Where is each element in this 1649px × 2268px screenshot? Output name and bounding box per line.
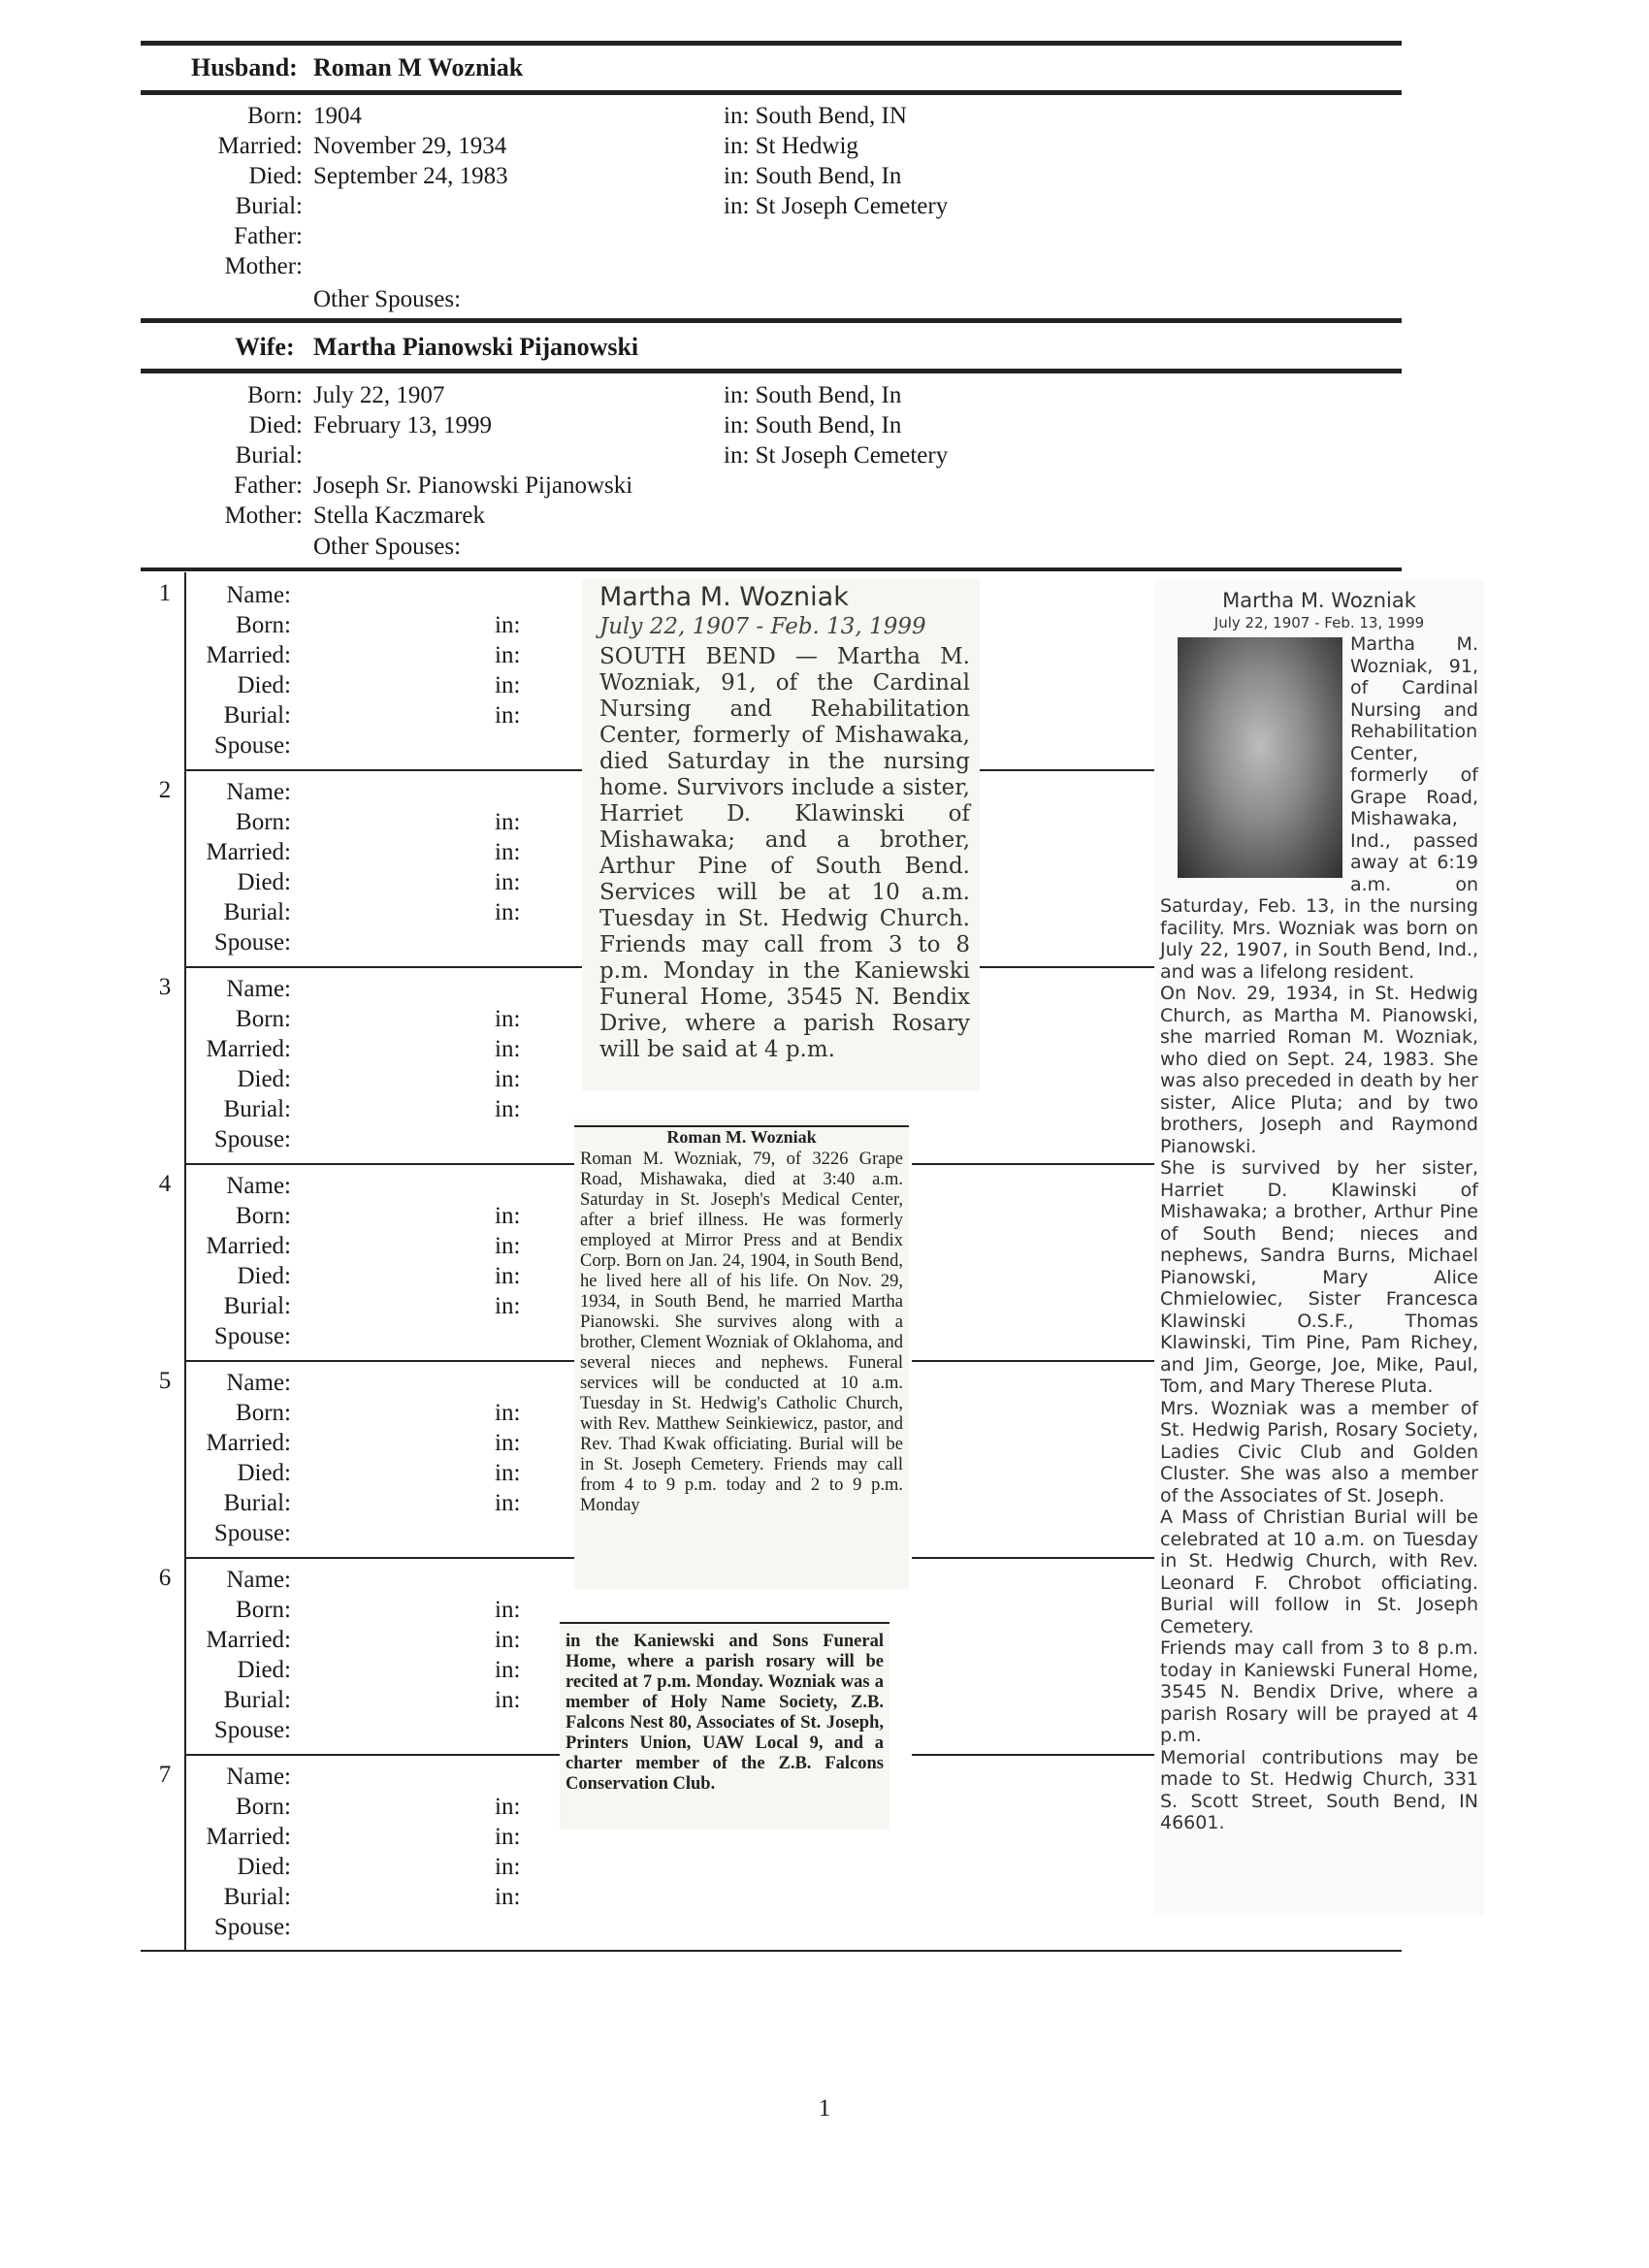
wife-rule: [141, 369, 1402, 373]
child-separator: [184, 1754, 582, 1756]
child-field-label: Married:: [206, 1627, 291, 1653]
clipping-martha-long-p1: Martha M. Wozniak, 91, of Cardinal Nursing and Rehabilitation Center, formerly of Grape Road, Mishawaka, Ind., passed away at 6:19 a.m. on Saturday, Feb. 13, in the nursing facility. Mrs. Wozniak was born on July 22, 1907, in South Bend, Ind., and was a lifelong resident.: [1160, 633, 1478, 983]
child-in-label: in:: [495, 702, 521, 729]
child-number: 7: [158, 1762, 172, 1788]
clipping-martha-short-dates: July 22, 1907 - Feb. 13, 1999: [599, 614, 926, 639]
clipping-martha-long-p5: A Mass of Christian Burial will be celebrated at 10 a.m. on Tuesday in St. Hedwig Church, with Rev. Leonard F. Chrobot officiating. Burial will follow in St. Joseph Cemetery.: [1160, 1507, 1478, 1637]
child-field-label: Married:: [206, 1824, 291, 1850]
page-number: 1: [818, 2095, 831, 2122]
husband-burial-place: in: St Joseph Cemetery: [724, 193, 949, 219]
husband-married-place: in: St Hedwig: [724, 133, 858, 159]
child-field-label: Born:: [236, 1794, 291, 1820]
husband-other-spouses: Other Spouses:: [313, 286, 462, 312]
clipping-roman-body: Roman M. Wozniak, 79, of 3226 Grape Road, Mishawaka, died at 3:40 a.m. Saturday in St. Joseph's Medical Center, after a brief illness. He was formerly employed at Mirror Press and at Bendix Corp. Born on Jan. 24, 1904, in South Bend, he lived here all of his life. On Nov. 29, 1934, in South Bend, he married Martha Pianowski. She survives along with a brother, Clement Wozniak of Oklahoma, and several nieces and nephews. Funeral services will be conducted at 10 a.m. Tuesday in St. Hedwig's Catholic Church, with Rev. Matthew Seinkiewicz, pastor, and Rev. Thad Kwak officiating. Burial will be in St. Joseph Cemetery. Friends may call from 4 to 9 p.m. today and 2 to 9 p.m. Monday: [580, 1150, 903, 1515]
child-field-label: Name:: [226, 1567, 291, 1593]
wife-name: Martha Pianowski Pijanowski: [313, 333, 639, 361]
child-in-label: in:: [495, 809, 521, 835]
child-number: 4: [158, 1171, 172, 1197]
child-field-label: Burial:: [223, 1687, 291, 1713]
husband-rule: [141, 90, 1402, 95]
clipping-roman-continued: [560, 1622, 889, 1830]
children-vertical-rule: [184, 572, 186, 1950]
clipping-martha-short-head: Martha M. Wozniak: [599, 582, 849, 612]
wife-mother-label: Mother:: [224, 502, 303, 529]
wife-born-label: Born:: [247, 382, 303, 408]
child-in-label: in:: [495, 1627, 521, 1653]
husband-died-label: Died:: [248, 163, 303, 189]
child-field-label: Spouse:: [213, 1520, 291, 1546]
child-field-label: Born:: [236, 1203, 291, 1229]
child-in-label: in:: [495, 612, 521, 638]
child-separator: [912, 1557, 1154, 1559]
child-field-label: Burial:: [223, 899, 291, 925]
husband-died-value: September 24, 1983: [313, 163, 508, 189]
husband-mother-label: Mother:: [224, 253, 303, 279]
wife-born-place: in: South Bend, In: [724, 382, 902, 408]
wife-top-rule: [141, 318, 1402, 323]
child-separator: [912, 1163, 1154, 1165]
child-in-label: in:: [495, 1233, 521, 1259]
child-field-label: Spouse:: [213, 1126, 291, 1152]
child-in-label: in:: [495, 1400, 521, 1426]
clipping-martha-short-body: SOUTH BEND — Martha M. Wozniak, 91, of the Cardinal Nursing and Rehabilitation Center, formerly of Mishawaka, died Saturday in the nursing home. Survivors include a sister, Harriet D. Klawinski of Mishawaka; and a brother, Arthur Pine of South Bend. Services will be at 10 a.m. Tuesday in St. Hedwig Church. Friends may call from 3 to 8 p.m. Monday in the Kaniewski Funeral Home, 3545 N. Bendix Drive, where a parish Rosary will be said at 4 p.m.: [599, 644, 970, 1062]
wife-father-value: Joseph Sr. Pianowski Pijanowski: [313, 472, 633, 499]
child-separator: [184, 1360, 582, 1362]
child-number: 2: [158, 777, 172, 803]
child-separator: [912, 1360, 1154, 1362]
child-field-label: Married:: [206, 1430, 291, 1456]
child-field-label: Married:: [206, 642, 291, 668]
husband-born-value: 1904: [313, 103, 362, 129]
wife-born-value: July 22, 1907: [313, 382, 445, 408]
child-number: 1: [158, 580, 172, 606]
child-in-label: in:: [495, 839, 521, 865]
child-separator: [184, 1557, 582, 1559]
clipping-martha-long-p7: Memorial contributions may be made to St. Hedwig Church, 331 S. Scott Street, South Bend, IN 46601.: [1160, 1746, 1478, 1833]
child-field-label: Spouse:: [213, 1914, 291, 1940]
clipping-roman: [574, 1119, 909, 1589]
child-field-label: Married:: [206, 1036, 291, 1062]
child-in-label: in:: [495, 1036, 521, 1062]
wife-died-place: in: South Bend, In: [724, 412, 902, 438]
husband-died-place: in: South Bend, In: [724, 163, 902, 189]
child-in-label: in:: [495, 1006, 521, 1032]
wife-other-spouses: Other Spouses:: [313, 534, 462, 560]
husband-born-place: in: South Bend, IN: [724, 103, 907, 129]
child-field-label: Died:: [237, 1657, 291, 1683]
child-number: 5: [158, 1368, 172, 1394]
husband-burial-label: Burial:: [235, 193, 303, 219]
child-field-label: Born:: [236, 1597, 291, 1623]
child-in-label: in:: [495, 1066, 521, 1092]
husband-married-value: November 29, 1934: [313, 133, 507, 159]
child-separator: [184, 1163, 582, 1165]
child-separator: [184, 966, 582, 968]
child-field-label: Married:: [206, 839, 291, 865]
portrait-photo: [1178, 637, 1342, 878]
child-field-label: Burial:: [223, 1096, 291, 1122]
child-field-label: Burial:: [223, 702, 291, 729]
child-field-label: Burial:: [223, 1490, 291, 1516]
child-field-label: Burial:: [223, 1293, 291, 1319]
wife-died-label: Died:: [248, 412, 303, 438]
clipping-martha-long-p6: Friends may call from 3 to 8 p.m. today in Kaniewski Funeral Home, 3545 N. Bendix Drive, where a parish Rosary will be prayed at 4 p.m.: [1160, 1637, 1478, 1746]
child-field-label: Burial:: [223, 1884, 291, 1910]
child-number: 6: [158, 1565, 172, 1591]
child-field-label: Spouse:: [213, 1717, 291, 1743]
child-in-label: in:: [495, 1597, 521, 1623]
wife-father-label: Father:: [234, 472, 303, 499]
child-separator: [912, 1754, 1154, 1756]
child-field-label: Name:: [226, 1173, 291, 1199]
clipping-martha-long: [1154, 580, 1484, 1915]
child-field-label: Died:: [237, 672, 291, 698]
child-in-label: in:: [495, 899, 521, 925]
child-field-label: Born:: [236, 809, 291, 835]
child-field-label: Spouse:: [213, 732, 291, 759]
child-field-label: Died:: [237, 1066, 291, 1092]
child-in-label: in:: [495, 642, 521, 668]
child-field-label: Name:: [226, 976, 291, 1002]
wife-mother-value: Stella Kaczmarek: [313, 502, 485, 529]
child-in-label: in:: [495, 1824, 521, 1850]
child-field-label: Died:: [237, 1854, 291, 1880]
husband-married-label: Married:: [217, 133, 303, 159]
child-field-label: Died:: [237, 869, 291, 895]
child-field-label: Born:: [236, 1400, 291, 1426]
husband-header-label: Husband:: [191, 53, 298, 81]
child-in-label: in:: [495, 1657, 521, 1683]
clipping-martha-long-dates: July 22, 1907 - Feb. 13, 1999: [1213, 613, 1425, 632]
child-in-label: in:: [495, 1687, 521, 1713]
clipping-roman-continued-body: in the Kaniewski and Sons Funeral Home, where a parish rosary will be recited at 7 p.m. Monday. Wozniak was a member of Holy Name Society, Z.B. Falcons Nest 80, Associates of St. Joseph, Printers Union, UAW Local 9, and a charter member of the Z.B. Falcons Conservation Club.: [560, 1622, 889, 1795]
child-field-label: Name:: [226, 779, 291, 805]
child-in-label: in:: [495, 1293, 521, 1319]
wife-burial-place: in: St Joseph Cemetery: [724, 442, 949, 469]
clipping-martha-long-head: Martha M. Wozniak: [1222, 589, 1416, 612]
child-number: 3: [158, 974, 172, 1000]
husband-name: Roman M Wozniak: [313, 53, 524, 81]
child-separator: [184, 769, 582, 771]
child-field-label: Married:: [206, 1233, 291, 1259]
wife-burial-label: Burial:: [235, 442, 303, 469]
child-field-label: Name:: [226, 582, 291, 608]
children-top-rule: [141, 567, 1402, 571]
child-in-label: in:: [495, 1263, 521, 1289]
husband-father-label: Father:: [234, 223, 303, 249]
child-field-label: Name:: [226, 1764, 291, 1790]
child-in-label: in:: [495, 1794, 521, 1820]
child-in-label: in:: [495, 1490, 521, 1516]
clipping-martha-short: [582, 578, 980, 1090]
husband-born-label: Born:: [247, 103, 303, 129]
child-field-label: Died:: [237, 1460, 291, 1486]
wife-died-value: February 13, 1999: [313, 412, 492, 438]
child-in-label: in:: [495, 869, 521, 895]
child-field-label: Born:: [236, 1006, 291, 1032]
child-in-label: in:: [495, 1430, 521, 1456]
clipping-martha-long-p4: Mrs. Wozniak was a member of St. Hedwig Parish, Rosary Society, Ladies Civic Club and Golden Cluster. She was also a member of the Associates of St. Joseph.: [1160, 1397, 1478, 1507]
child-field-label: Born:: [236, 612, 291, 638]
child-in-label: in:: [495, 672, 521, 698]
child-in-label: in:: [495, 1854, 521, 1880]
clipping-martha-long-p2: On Nov. 29, 1934, in St. Hedwig Church, as Martha M. Pianowski, she married Roman M. Wozniak, who died on Sept. 24, 1983. She was also preceded in death by her sister, Alice Pluta; and by two brothers, Joseph and Raymond Pianowski.: [1160, 983, 1478, 1157]
child-field-label: Spouse:: [213, 929, 291, 956]
child-in-label: in:: [495, 1460, 521, 1486]
wife-header-label: Wife:: [235, 333, 295, 361]
clipping-martha-long-p3: She is survived by her sister, Harriet D. Klawinski of Mishawaka; a brother, Arthur Pine of South Bend; nieces and nephews, Sandra Burns, Michael Pianowski, Mary Alice Chmielowiec, Sister Francesca Klawinski O.S.F., Thomas Klawinski, Tim Pine, Pam Richey, and Jim, George, Joe, Mike, Paul, Tom, and Mary Therese Pluta.: [1160, 1157, 1478, 1397]
clipping-roman-head: Roman M. Wozniak: [574, 1125, 909, 1148]
child-in-label: in:: [495, 1203, 521, 1229]
child-field-label: Died:: [237, 1263, 291, 1289]
child-in-label: in:: [495, 1096, 521, 1122]
child-field-label: Spouse:: [213, 1323, 291, 1349]
top-rule: [141, 41, 1402, 46]
child-in-label: in:: [495, 1884, 521, 1910]
children-bottom-rule: [141, 1950, 1402, 1952]
child-field-label: Name:: [226, 1370, 291, 1396]
